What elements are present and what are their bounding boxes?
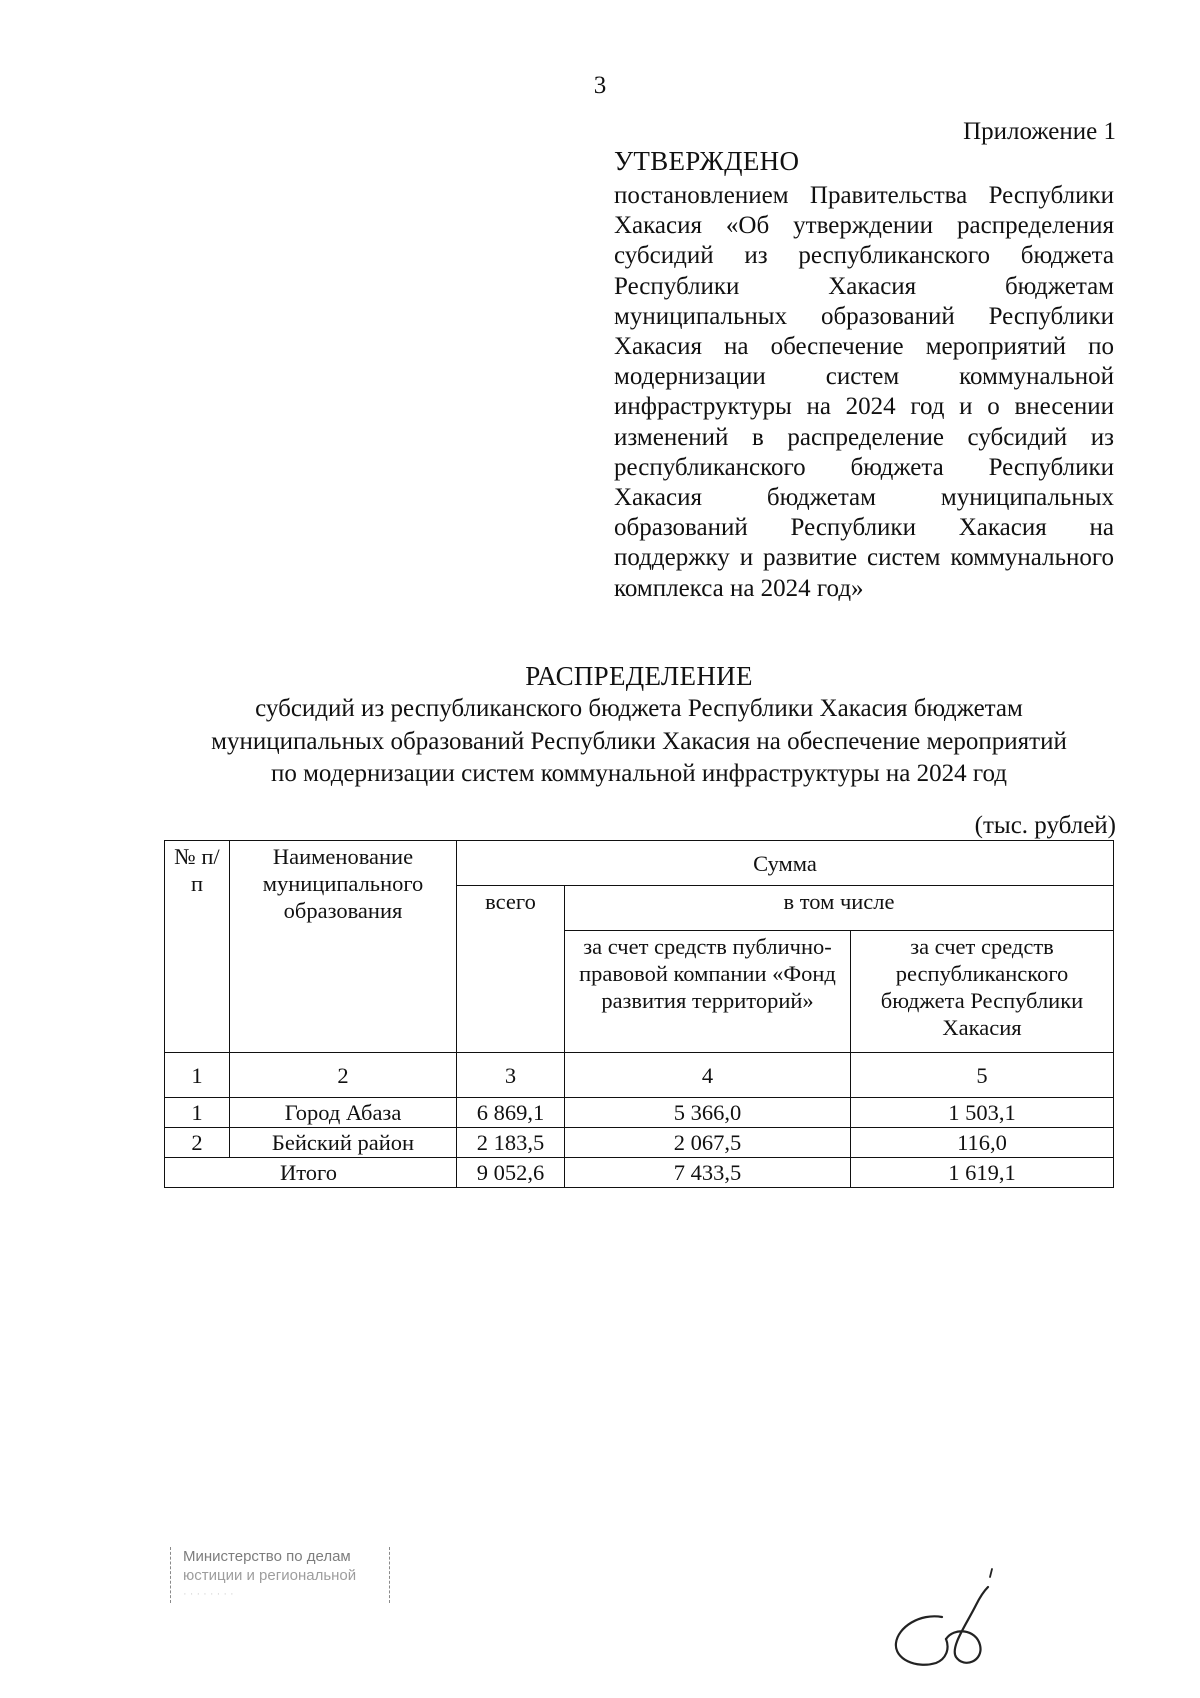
title-line-2: муниципальных образований Республики Хакасия на обеспечение мероприятий bbox=[211, 727, 1067, 755]
page-number: 3 bbox=[593, 72, 607, 99]
row-republic: 116,0 bbox=[851, 1128, 1114, 1158]
total-label: Итого bbox=[165, 1158, 457, 1188]
title-line-3: по модернизации систем коммунальной инфраструктуры на 2024 год bbox=[270, 760, 1008, 787]
row-name: Бейский район bbox=[230, 1128, 457, 1158]
stamp-line-1: Министерство по делам bbox=[183, 1548, 351, 1565]
total-row bbox=[165, 1158, 1114, 1188]
header-including: в том числе bbox=[565, 886, 1114, 931]
header-num: № п/п bbox=[165, 841, 230, 1053]
column-number: 5 bbox=[851, 1053, 1114, 1098]
row-total: 2 183,5 bbox=[457, 1128, 565, 1158]
header-sum: Сумма bbox=[457, 841, 1114, 886]
approval-text: постановлением Правительства Республики Хакасия «Об утверждении распределения субсидий из республиканского бюджета Республики Хакасия бюджетам муниципальных образований Республики Хакасия на обеспечение мероприятий по модернизации систем коммунальной инфраструктуры на 2024 год и о внесении изменений в распределение субсидий из республиканского бюджета Республики Хакасия бюджетам муниципальных образований Республики Хакасия на поддержку и развитие систем коммунального комплекса на 2024 год» bbox=[614, 182, 1114, 602]
total-republic: 1 619,1 bbox=[851, 1158, 1114, 1188]
column-number: 3 bbox=[457, 1053, 565, 1098]
distribution-table bbox=[164, 840, 1114, 1188]
units-label: (тыс. рублей) bbox=[974, 812, 1116, 839]
row-total: 6 869,1 bbox=[457, 1098, 565, 1128]
table-row bbox=[165, 1098, 1114, 1128]
table-row bbox=[165, 1128, 1114, 1158]
table-header-row bbox=[165, 841, 1114, 886]
row-republic: 1 503,1 bbox=[851, 1098, 1114, 1128]
title-heading: РАСПРЕДЕЛЕНИЕ bbox=[525, 661, 753, 691]
approved-label: УТВЕРЖДЕНО bbox=[614, 146, 800, 176]
header-total: всего bbox=[457, 886, 565, 1053]
total-sum: 9 052,6 bbox=[457, 1158, 565, 1188]
column-number: 2 bbox=[230, 1053, 457, 1098]
total-fund: 7 433,5 bbox=[565, 1158, 851, 1188]
document-title bbox=[140, 660, 1138, 790]
row-fund: 2 067,5 bbox=[565, 1128, 851, 1158]
stamp-line-2: юстиции и региональной bbox=[183, 1567, 357, 1584]
title-line-1: субсидий из республиканского бюджета Республики Хакасия бюджетам bbox=[255, 695, 1023, 722]
row-num: 2 bbox=[165, 1128, 230, 1158]
signature-mark bbox=[880, 1565, 1010, 1675]
column-number: 4 bbox=[565, 1053, 851, 1098]
row-name: Город Абаза bbox=[230, 1098, 457, 1128]
appendix-label: Приложение 1 bbox=[963, 118, 1116, 145]
row-num: 1 bbox=[165, 1098, 230, 1128]
column-number: 1 bbox=[165, 1053, 230, 1098]
header-fund: за счет средств публично-правовой компании «Фонд развития территорий» bbox=[565, 931, 851, 1053]
row-fund: 5 366,0 bbox=[565, 1098, 851, 1128]
column-number-row bbox=[165, 1053, 1114, 1098]
registration-stamp bbox=[170, 1547, 390, 1603]
header-name: Наименование муниципального образования bbox=[230, 841, 457, 1053]
header-republic: за счет средств республиканского бюджета Республики Хакасия bbox=[851, 931, 1114, 1053]
stamp-line-3: · · · · · · · · bbox=[183, 1588, 234, 1600]
